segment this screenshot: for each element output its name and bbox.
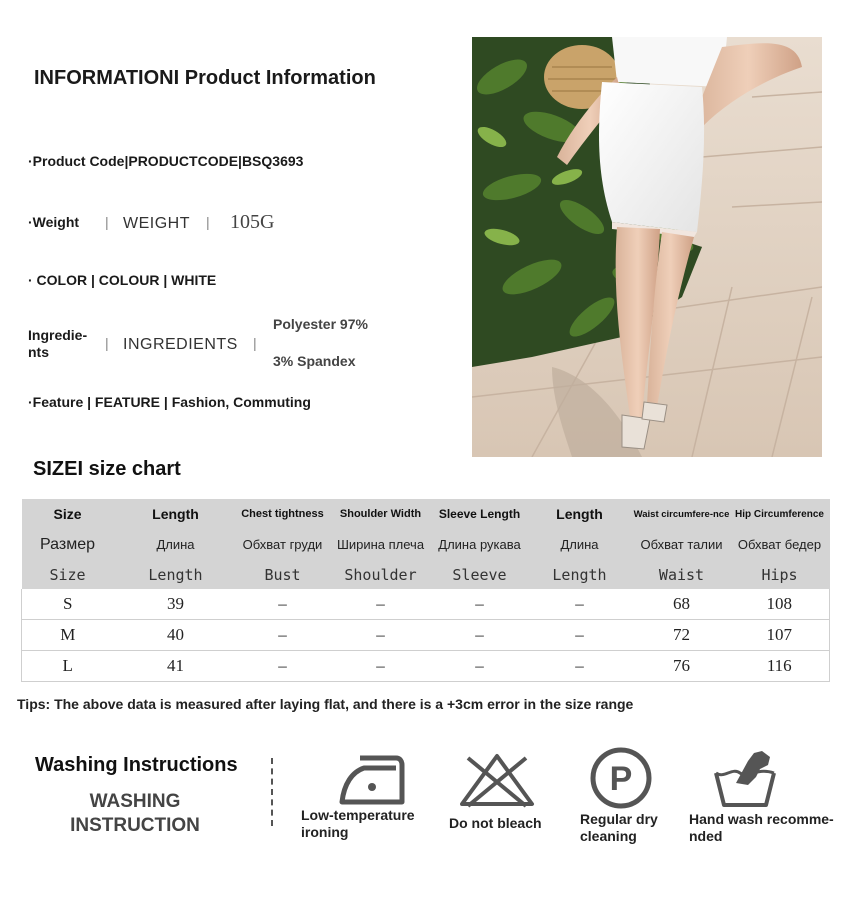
table-header-cell: Размер [22,529,114,560]
ingredients-label: Ingredie- [28,327,88,343]
table-header-cell: Chest tightness [238,499,328,529]
table-cell: 107 [730,620,830,651]
table-row [22,589,830,620]
table-cell: 108 [730,589,830,620]
washing-title: Washing Instructions [35,754,238,776]
table-header-cell: Длина рукава [434,529,526,560]
washing-subtitle [50,790,220,838]
wash-label-line: Regular dry [580,811,658,827]
table-cell: – [434,589,526,620]
size-table [21,499,830,682]
iron-icon [338,754,408,811]
product-info-title: INFORMATIONI Product Information [34,67,376,89]
table-header-cell: Ширина плеча [328,529,434,560]
size-tips: Tips: The above data is measured after laying flat, and there is a +3cm error in the size range [17,696,634,712]
ingredients-label-en: INGREDIENTS [123,336,238,353]
table-header-cell: Обхват бедер [730,529,830,560]
size-chart-title: SIZEI size chart [33,458,181,480]
table-cell: – [238,651,328,682]
table-header-row [22,499,830,529]
table-cell: – [526,651,634,682]
product-photo [472,37,822,457]
table-header-cell: Length [114,560,238,589]
table-cell: 68 [634,589,730,620]
weight-separator: | [105,214,109,230]
table-cell: 72 [634,620,730,651]
table-cell: – [328,620,434,651]
table-header-cell: Shoulder Width [328,499,434,529]
hand-wash-icon [712,747,778,814]
washing-subtitle-line: WASHING [89,791,181,812]
table-header-cell: Size [22,499,114,529]
ingredients-separator: | [253,335,257,351]
weight-line [28,211,328,235]
table-header-cell: Length [526,499,634,529]
ingredients-value: Polyester 97% [273,316,368,332]
product-code-line: ·Product Code|PRODUCTCODE|BSQ3693 [28,153,304,169]
weight-value: 105G [230,211,275,233]
table-cell: – [328,651,434,682]
table-cell: 41 [114,651,238,682]
table-header-cell: Waist circumfere-nce [634,499,730,529]
table-header-cell: Длина [114,529,238,560]
wash-label-line: Low-temperature [301,807,415,823]
ingredients-line [28,314,408,374]
table-header-cell: Bust [238,560,328,589]
table-header-cell: Hips [730,560,830,589]
table-header-cell: Length [114,499,238,529]
table-header-cell: Size [22,560,114,589]
ingredients-value: 3% Spandex [273,353,356,369]
table-header-cell: Sleeve Length [434,499,526,529]
table-cell: M [22,620,114,651]
wash-label-line: Hand wash recomme- [689,811,834,827]
wash-label [301,807,415,841]
table-header-cell: Shoulder [328,560,434,589]
table-header-row-en [22,560,830,589]
washing-divider [271,758,273,826]
table-cell: S [22,589,114,620]
table-row [22,620,830,651]
wash-label [580,811,658,845]
weight-label-en: WEIGHT [123,215,190,232]
table-cell: 39 [114,589,238,620]
table-cell: 40 [114,620,238,651]
no-bleach-icon [458,752,536,813]
table-header-cell: Sleeve [434,560,526,589]
table-header-row-ru [22,529,830,560]
table-header-cell: Hip Circumference [730,499,830,529]
table-cell: – [434,620,526,651]
washing-subtitle-line: INSTRUCTION [70,815,200,836]
weight-label: ·Weight [28,214,80,230]
table-cell: – [434,651,526,682]
ingredients-separator: | [105,335,109,351]
table-header-cell: Обхват талии [634,529,730,560]
color-line: · COLOR | COLOUR | WHITE [28,272,217,288]
table-cell: – [526,620,634,651]
table-header-cell: Длина [526,529,634,560]
table-cell: – [238,589,328,620]
wash-label-line: cleaning [580,828,637,844]
wash-label-line: nded [689,828,723,844]
wash-label-line: ironing [301,824,349,840]
table-header-cell: Length [526,560,634,589]
table-cell: L [22,651,114,682]
table-header-cell: Waist [634,560,730,589]
feature-line: ·Feature | FEATURE | Fashion, Commuting [28,394,311,410]
dry-clean-letter: P [609,760,633,798]
ingredients-label: nts [28,344,49,360]
table-cell: 76 [634,651,730,682]
table-cell: – [328,589,434,620]
table-row [22,651,830,682]
wash-label-line: Do not bleach [449,815,542,831]
table-cell: – [526,589,634,620]
table-header-cell: Обхват груди [238,529,328,560]
wash-label [689,811,834,845]
weight-separator: | [206,214,210,230]
dry-clean-p-icon [589,746,653,815]
wash-label [449,815,542,832]
table-cell: – [238,620,328,651]
table-cell: 116 [730,651,830,682]
